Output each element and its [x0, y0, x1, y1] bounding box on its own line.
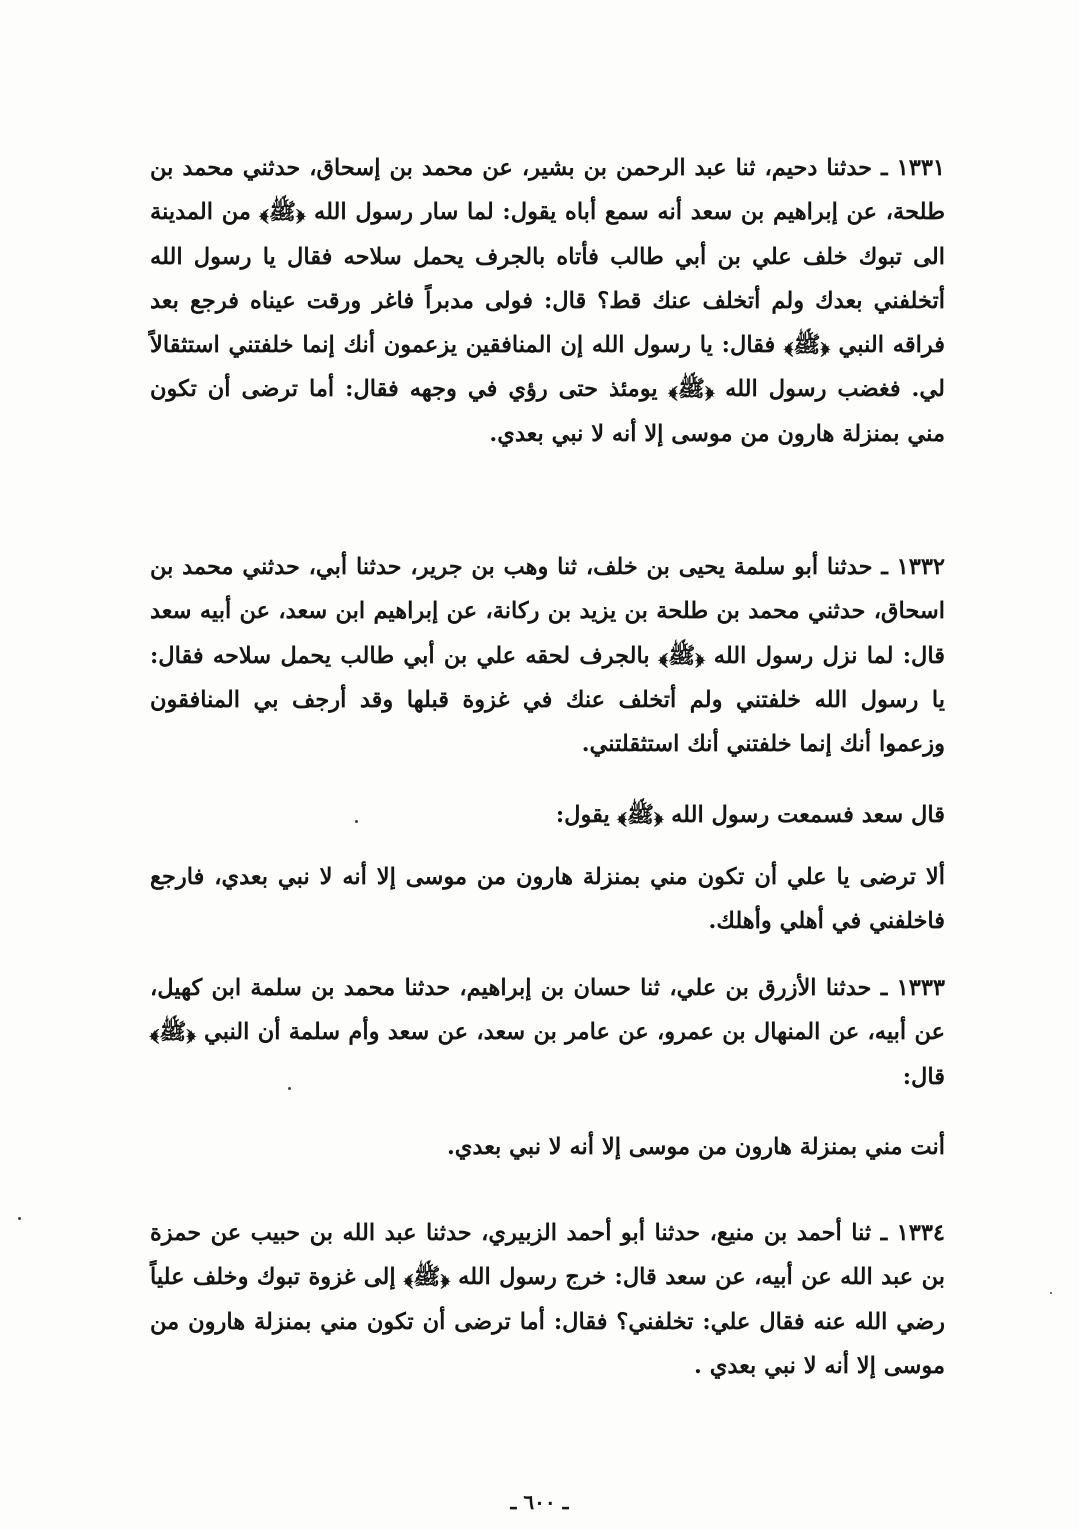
scan-speck [1050, 1292, 1052, 1294]
scan-speck [18, 1217, 21, 1220]
hadith-1332-paragraph: ١٣٣٢ ـ حدثنا أبو سلمة يحيى بن خلف، ثنا وهب بن جرير، حدثنا أبي، حدثني محمد بن اسحاق، حدثني محمد بن طلحة بن يزيد بن ركانة، عن إبراهيم ابن سعد، عن أبيه سعد قال: لما نزل رسول الله ﴿ﷺ﴾ بالجرف لحقه علي بن أبي طالب يحمل سلاحه فقال: يا رسول الله خلفتني ولم أتخلف عنك في غزوة قبلها وقد أرجف بي المنافقون وزعموا أنك إنما خلفتني أنك استثقلتني. [150, 554, 945, 758]
page-number: ـ ٦٠٠ ـ [510, 1490, 569, 1514]
hadith-1333-paragraph: ١٣٣٣ ـ حدثنا الأزرق بن علي، ثنا حسان بن إبراهيم، حدثنا محمد بن سلمة ابن كهيل، عن أبيه، عن المنهال بن عمرو، عن عامر بن سعد، عن سعد وأم سلمة أن النبي ﴿ﷺ﴾ قال: [150, 975, 945, 1090]
hadith-1331-paragraph: ١٣٣١ ـ حدثنا دحيم، ثنا عبد الرحمن بن بشير، عن محمد بن إسحاق، حدثني محمد بن طلحة، عن إبراهيم بن سعد أنه سمع أباه يقول: لما سار رسول الله ﴿ﷺ﴾ من المدينة الى تبوك خلف علي بن أبي طالب فأتاه بالجرف يحمل سلاحه فقال يا رسول الله أتخلفني بعدك ولم أتخلف عنك قط؟ قال: فولى مدبراً فاغر ورقت عيناه فرجع بعد فراقه النبي ﴿ﷺ﴾ فقال: يا رسول الله إن المنافقين يزعمون أنك إنما خلفتني استثقالاً لي. فغضب رسول الله ﴿ﷺ﴾ يومئذ حتى رؤي في وجهه فقال: أما ترضى أن تكون مني بمنزلة هارون من موسى إلا أنه لا نبي بعدي. [150, 155, 945, 447]
hadith-1334-paragraph: ١٣٣٤ ـ ثنا أحمد بن منيع، حدثنا أبو أحمد الزبيري، حدثنا عبد الله بن حبيب عن حمزة بن عبد الله عن أبيه، عن سعد قال: خرج رسول الله ﴿ﷺ﴾ إلى غزوة تبوك وخلف علياً رضي الله عنه فقال علي: تخلفني؟ فقال: أما ترضى أن تكون مني بمنزلة هارون من موسى إلا أنه لا نبي بعدي . [150, 1220, 945, 1379]
prophet-quote-paragraph: ألا ترضى يا علي أن تكون مني بمنزلة هارون من موسى إلا أنه لا نبي بعدي، فارجع فاخلفني في أهلي وأهلك. [150, 864, 945, 935]
scan-speck [288, 1087, 291, 1090]
scan-speck [355, 820, 358, 823]
saad-narration-line: قال سعد فسمعت رسول الله ﴿ﷺ﴾ يقول: [555, 802, 945, 828]
prophet-quote-line: أنت مني بمنزلة هارون من موسى إلا أنه لا نبي بعدي. [446, 1134, 945, 1160]
